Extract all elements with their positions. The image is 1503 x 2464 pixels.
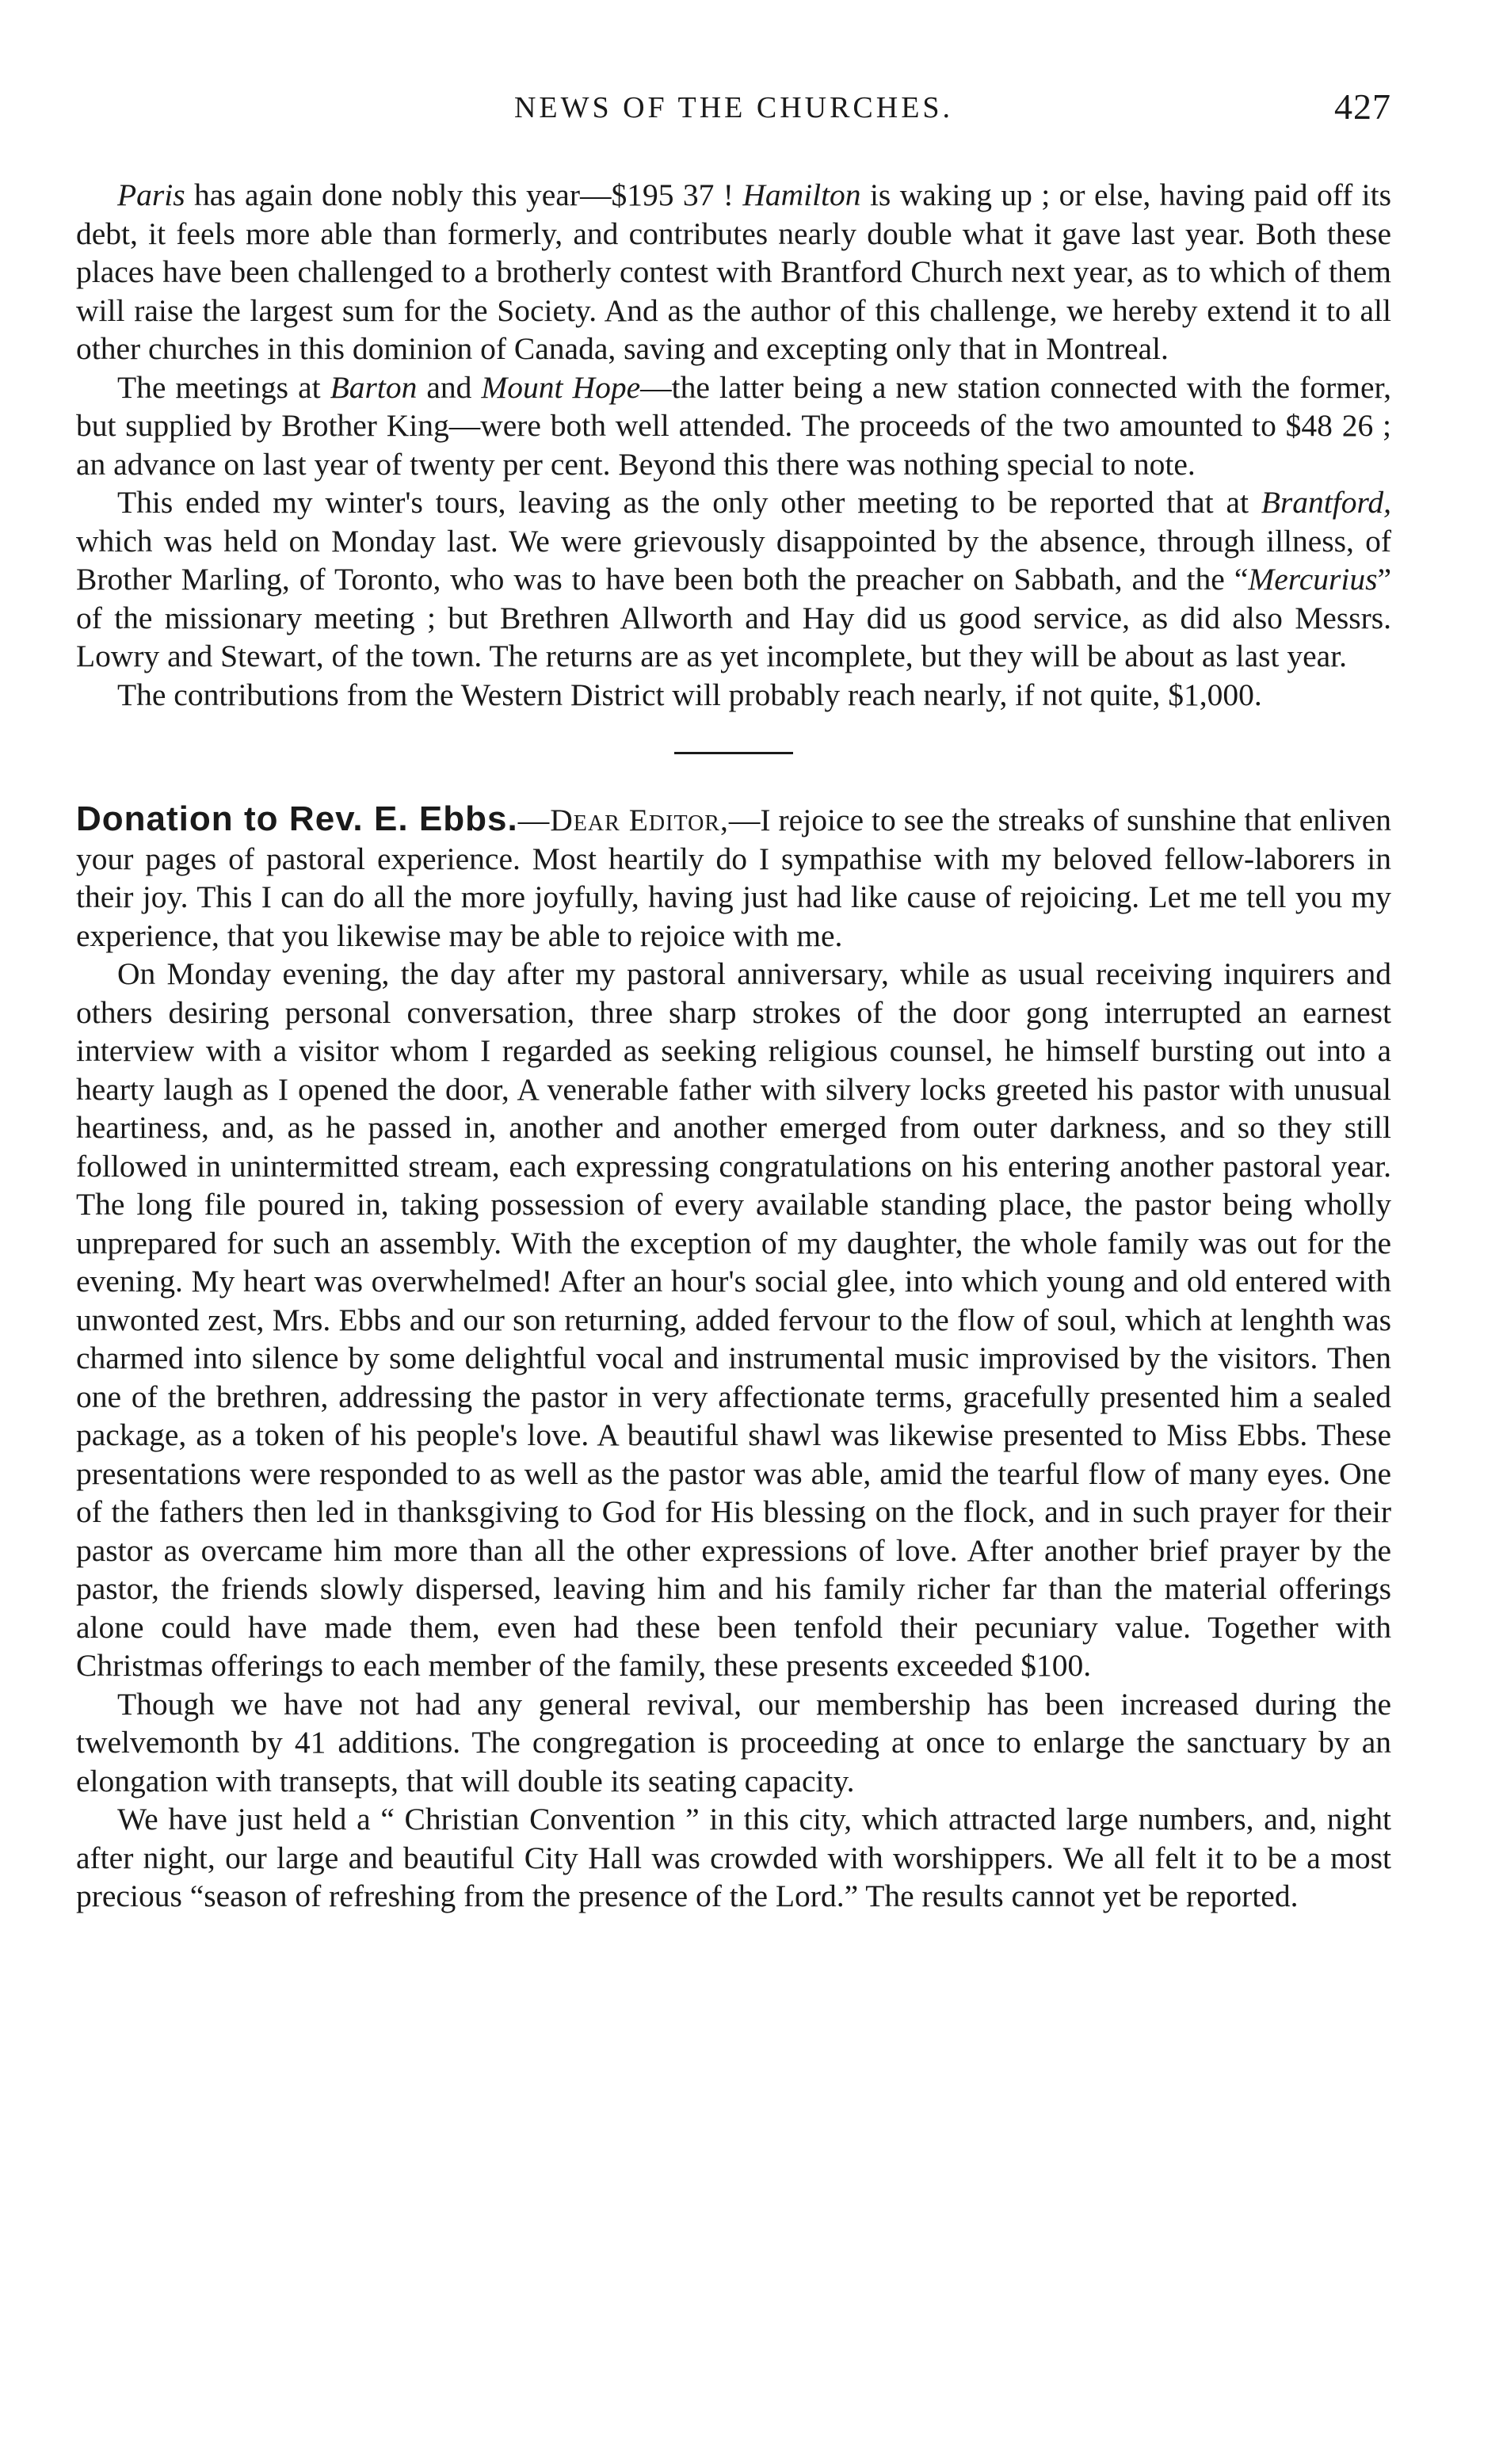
italic-term: Mercurius (1248, 562, 1378, 597)
article-title: Donation to Rev. E. Ebbs. (76, 799, 518, 838)
page (76, 86, 1391, 1916)
section-divider (674, 752, 793, 754)
paragraph-monday-evening: On Monday evening, the day after my pastoral anniversary, while as usual receiving inquirers and others desiring personal conversation, three sharp strokes of the door gong interrupted an earnest interview with a visitor whom I regarded as seeking religious counsel, he himself bursting out into a hearty laugh as I opened the door, A venerable father with silvery locks greeted his pastor with unusual heartiness, and, as he passed in, another and another emerged from outer darkness, and so they still followed in unintermitted stream, each expressing congratulations on his entering another pastoral year. The long file poured in, taking possession of every available standing place, the pastor being wholly unprepared for such an assembly. With the exception of my daughter, the whole family was out for the evening. My heart was overwhelmed! After an hour's social glee, into which young and old entered with unwonted zest, Mrs. Ebbs and our son returning, added fervour to the flow of soul, which at lenghth was charmed into silence by some delightful vocal and instrumental music improvised by the visitors. Then one of the brethren, addressing the pastor in very affectionate terms, gracefully presented him a sealed package, as a token of his people's love. A beautiful shawl was likewise presented to Miss Ebbs. These presentations were responded to as well as the pastor was able, amid the tearful flow of many eyes. One of the fathers then led in thanksgiving to God for His blessing on the flock, and in such prayer for their pastor as overcame him more than all the other expressions of love. After another brief prayer by the pastor, the friends slowly dispersed, leaving him and his family richer far than the material offerings alone could have made them, even had these been tenfold their pecuniary value. Together with Christmas offerings to each member of the family, these presents exceeded $100. (76, 956, 1391, 1683)
text-span: —the latter being a new station connected with the former, but supplied by Brother King—were both well attended. The proceeds of the two amounted to $48 26 ; an advance on last year of twenty per cent. Beyond this there was nothing special to note. (76, 369, 1391, 482)
paragraph-donation-intro (76, 800, 1391, 955)
paragraph-paris-hamilton (76, 176, 1391, 368)
text-span: The meetings at (117, 369, 330, 405)
paragraph-christian-convention: We have just held a “ Christian Convention ” in this city, which attracted large numbers, and, night after night, our large and beautiful City Hall was crowded with worshippers. We all felt it to be a most precious “season of refreshing from the presence of the Lord.” The results cannot yet be reported. (76, 1802, 1391, 1913)
place-name: Brantford, (1261, 485, 1391, 520)
paragraph-membership: Though we have not had any general revival, our membership has been increased during the twelvemonth by 41 additions. The congregation is proceeding at once to enlarge the sanctuary by an elongation with transepts, that will double its seating capacity. (76, 1686, 1391, 1798)
text-span: ” of the missionary meeting ; but Brethren Allworth and Hay did us good service, as did also Messrs. Lowry and Stewart, of the town. The returns are as yet incomplete, but they will be about as last year. (76, 562, 1391, 673)
text-span: and (417, 369, 482, 405)
text-span: is waking up ; or else, having paid off its debt, it feels more able than formerly, and contributes nearly double what it gave last year. Both these places have been challenged to a brotherly contest with Brantford Church next year, as to which of them will raise the largest sum for the Society. And as the author of this challenge, we hereby extend it to all other churches in this dominion of Canada, saving and excepting only that in Montreal. (76, 177, 1392, 366)
paragraph-barton-mount-hope (76, 368, 1391, 484)
text-span: —I rejoice to see the streaks of sunshine that enliven your pages of pastoral experience. Most heartily do I sympathise with my beloved fellow-laborers in their joy. This I can do all the more joyfully, having just had like cause of rejoicing. Let me tell you my experience, that you likewise may be able to rejoice with me. (76, 803, 1391, 953)
text-span: This ended my winter's tours, leaving as the only other meeting to be reported that at (117, 485, 1261, 520)
running-header (76, 86, 1391, 133)
article-body (76, 176, 1391, 1916)
salutation: —Dear Editor, (517, 803, 729, 837)
page-number: 427 (1334, 86, 1391, 127)
paragraph-western-district: The contributions from the Western District will probably reach nearly, if not quite, $1,000. (117, 677, 1262, 712)
paragraph-brantford (76, 483, 1391, 676)
running-title: NEWS OF THE CHURCHES. (513, 91, 954, 124)
place-name: Barton (330, 369, 418, 405)
text-span: has again done nobly this year—$195 37 ! (185, 177, 743, 212)
place-name: Mount Hope (481, 369, 641, 405)
place-name: Paris (117, 177, 185, 212)
place-name: Hamilton (742, 177, 861, 212)
text-span: which was held on Monday last. We were grievously disappointed by the absence, through illness, of Brother Marling, of Toronto, who was to have been both the preacher on Sabbath, and the “ (76, 523, 1391, 597)
